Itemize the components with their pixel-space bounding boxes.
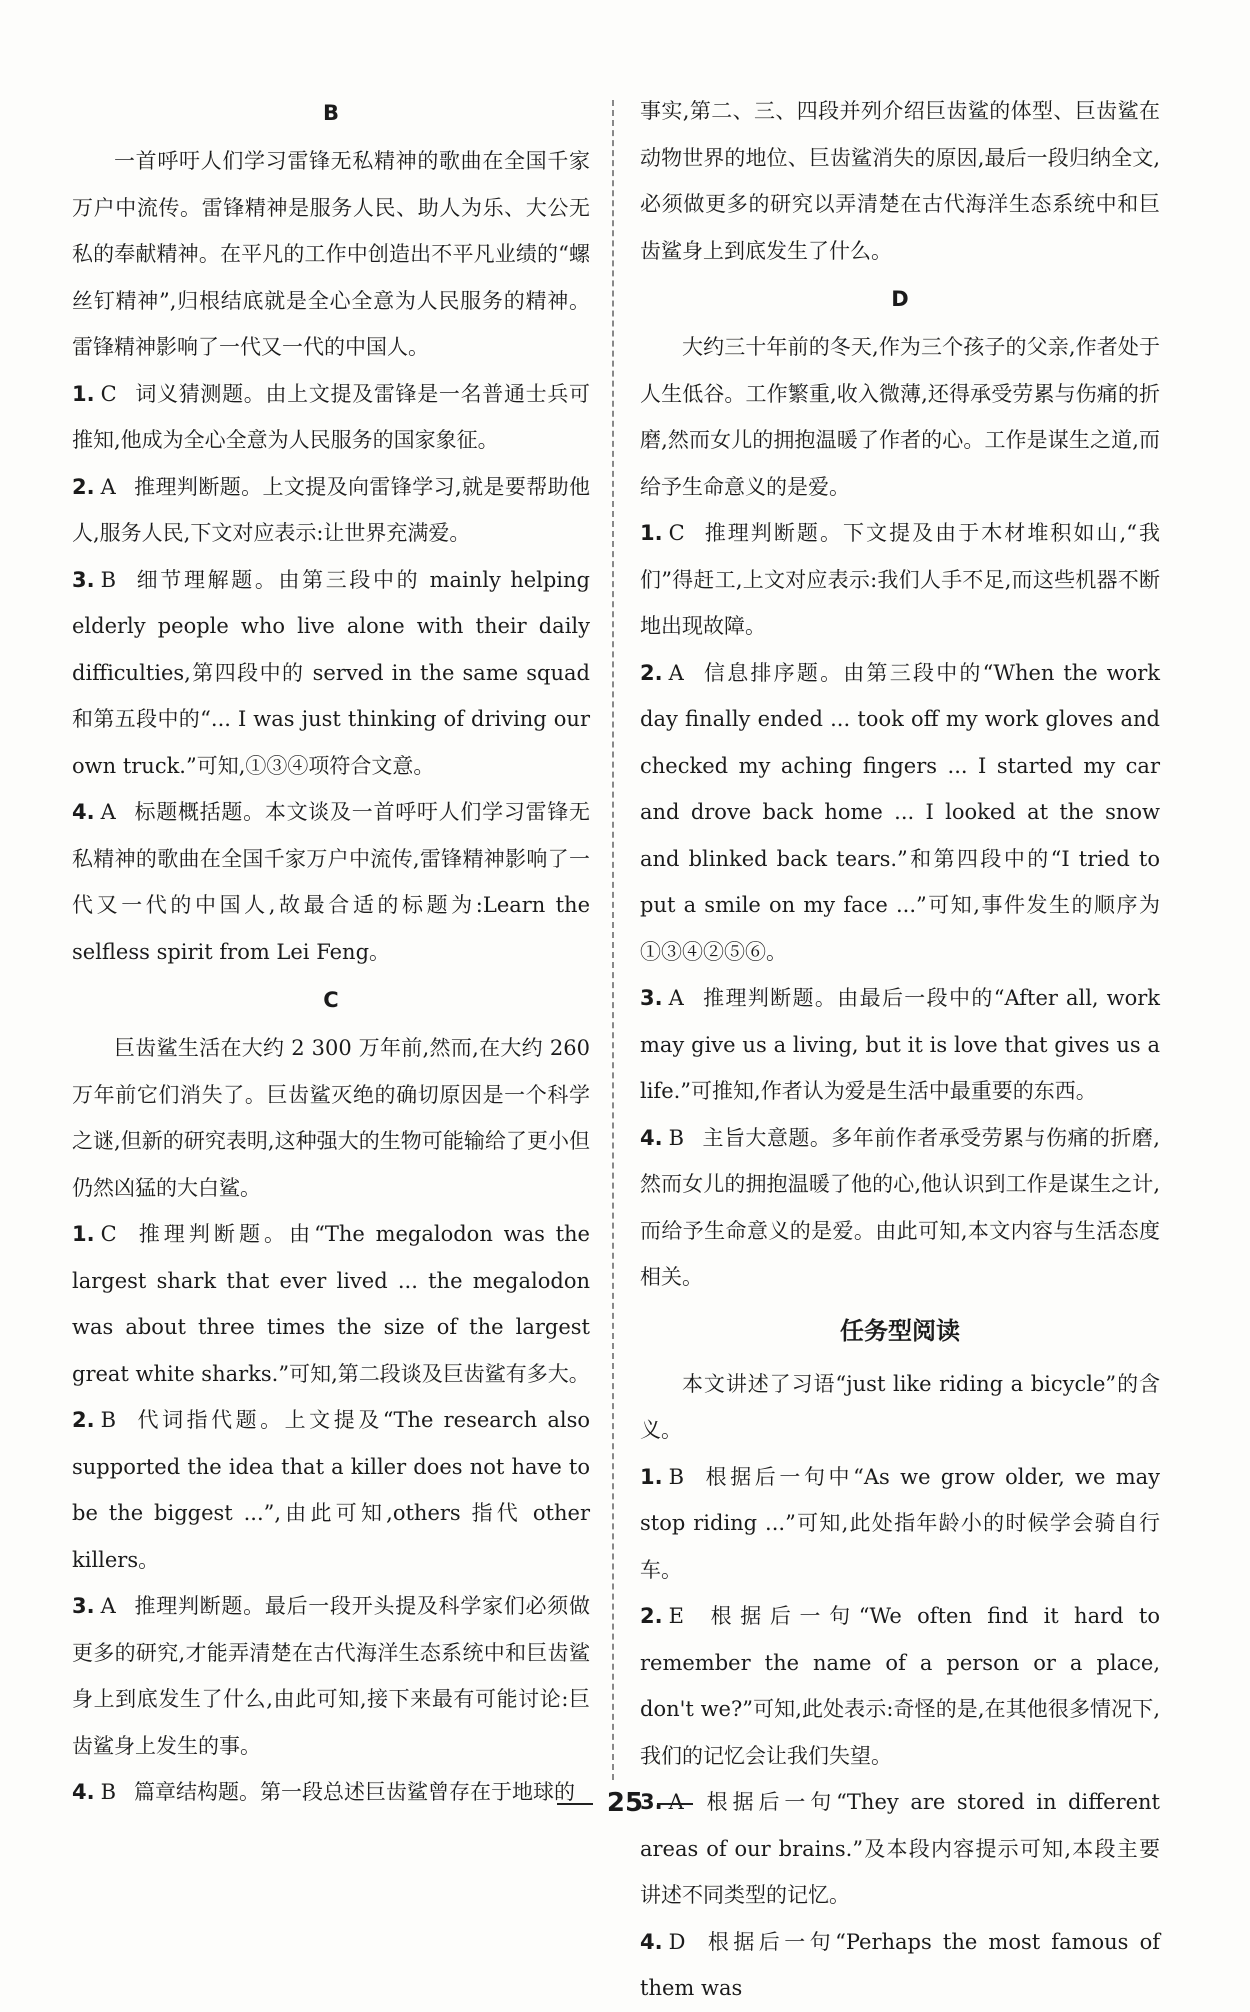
item-number: 4. (72, 800, 95, 824)
answer-explanation: 标题概括题。本文谈及一首呼吁人们学习雷锋无私精神的歌曲在全国千家万户中流传,雷锋精神影响了一代又一代的中国人,故最合适的标题为:Learn the selfless spirit from Lei Feng。 (72, 800, 590, 964)
answer-letter: E (668, 1604, 684, 1628)
answer-item (640, 1593, 1160, 1779)
answer-letter: B (100, 1780, 117, 1804)
item-number: 4. (640, 1125, 663, 1150)
answer-explanation: 细节理解题。由第三段中的 mainly helping elderly people who live alone with their daily difficulties,第四段中的 served in the same squad 和第五段中的“... I was just thinking of driving our own truck.”可知,①③④项符合文意。 (72, 567, 590, 778)
footer-dash (657, 1803, 693, 1805)
column-divider (612, 100, 614, 1780)
section-d-answers (640, 510, 1160, 1301)
item-number: 2. (640, 660, 663, 685)
item-number: 1. (640, 1464, 663, 1489)
answer-letter: C (100, 381, 117, 406)
answer-explanation: 推理判断题。下文提及由于木材堆积如山,“我们”得赶工,上文对应表示:我们人手不足,而这些机器不断地出现故障。 (640, 521, 1160, 638)
answer-explanation: 推理判断题。上文提及向雷锋学习,就是要帮助他人,服务人民,下文对应表示:让世界充满爱。 (72, 474, 590, 545)
answer-letter: A (100, 1594, 116, 1618)
item-number: 3. (72, 1594, 95, 1618)
answer-explanation: 根据后一句中“As we grow older, we may stop riding ...”可知,此处指年龄小的时候学会骑自行车。 (640, 1464, 1160, 1582)
answer-letter: A (100, 800, 116, 824)
answer-letter: A (668, 1790, 684, 1814)
answer-explanation: 推理判断题。由“The megalodon was the largest shark that ever lived ... the megalodon was about three times the size of the largest great white sharks.”可知,第二段谈及巨齿鲨有多大。 (72, 1222, 590, 1386)
answer-explanation: 根据后一句“They are stored in different areas of our brains.”及本段内容提示可知,本段主要讲述不同类型的记忆。 (640, 1790, 1160, 1907)
page-number: 25 (606, 1788, 644, 1818)
section-heading-b: B (322, 101, 339, 125)
section-c-summary: 巨齿鲨生活在大约 2 300 万年前,然而,在大约 260 万年前它们消失了。巨齿鲨灭绝的确切原因是一个科学之谜,但新的研究表明,这种强大的生物可能输给了更小但仍然凶猛的大白鲨。 (72, 1036, 590, 1200)
answer-explanation: 推理判断题。由最后一段中的“After all, work may give us a living, but it is love that gives us a life.”可推知,作者认为爱是生活中最重要的东西。 (640, 986, 1160, 1103)
left-column (72, 88, 590, 1816)
answer-letter: B (100, 1408, 117, 1432)
section-b-summary: 一首呼吁人们学习雷锋无私精神的歌曲在全国千家万户中流传。雷锋精神是服务人民、助人为乐、大公无私的奉献精神。在平凡的工作中创造出不平凡业绩的“螺丝钉精神”,归根结底就是全心全意为人民服务的精神。雷锋精神影响了一代又一代的中国人。 (72, 149, 590, 359)
item-number: 2. (72, 474, 95, 499)
answer-item (640, 975, 1160, 1115)
answer-explanation: 信息排序题。由第三段中的“When the work day finally ended ... took off my work gloves and checked my aching fingers ... I started my car and drove back home ... I looked at the snow and blinked back tears.”和第四段中的“I tried to put a smile on my face ...”可知,事件发生的顺序为①③④②⑤⑥。 (640, 660, 1160, 964)
item-number: 1. (72, 1222, 95, 1246)
item-number: 1. (640, 521, 663, 545)
answer-letter: D (668, 1929, 686, 1954)
answer-letter: B (668, 1125, 685, 1150)
answer-letter: B (668, 1464, 685, 1489)
task-reading-summary: 本文讲述了习语“just like riding a bicycle”的含义。 (640, 1371, 1160, 1442)
answer-explanation: 词义猜测题。由上文提及雷锋是一名普通士兵可推知,他成为全心全意为人民服务的国家象征。 (72, 381, 590, 452)
answer-item (72, 371, 590, 464)
section-heading-c: C (323, 988, 339, 1012)
item-number: 4. (72, 1780, 95, 1804)
item-number: 1. (72, 381, 95, 406)
answer-item (640, 510, 1160, 650)
answer-letter: C (668, 521, 685, 545)
answer-letter: A (668, 660, 684, 685)
answer-letter: C (100, 1222, 117, 1246)
answer-explanation: 篇章结构题。第一段总述巨齿鲨曾存在于地球的 (134, 1780, 576, 1804)
answer-item (640, 650, 1160, 976)
answer-item (640, 1919, 1160, 2012)
answer-item (640, 1454, 1160, 1594)
item-number: 3. (72, 567, 95, 592)
answer-item (72, 789, 590, 975)
item-number: 4. (640, 1929, 663, 1954)
answer-letter: A (668, 986, 684, 1010)
answer-letter: A (100, 474, 116, 499)
answer-item (640, 1115, 1160, 1301)
answer-item (72, 1397, 590, 1583)
section-c-continuation: 事实,第二、三、四段并列介绍巨齿鲨的体型、巨齿鲨在动物世界的地位、巨齿鲨消失的原因,最后一段归纳全文,必须做更多的研究以弄清楚在古代海洋生态系统中和巨齿鲨身上到底发生了什么。 (640, 99, 1160, 263)
answer-item (72, 1211, 590, 1397)
item-number: 2. (640, 1604, 663, 1628)
item-number: 3. (640, 986, 663, 1010)
answer-explanation: 代词指代题。上文提及“The research also supported the idea that a killer does not have to be the biggest ...”,由此可知,others 指代 other killers。 (72, 1408, 590, 1572)
section-heading-d: D (891, 287, 909, 311)
section-d-summary: 大约三十年前的冬天,作为三个孩子的父亲,作者处于人生低谷。工作繁重,收入微薄,还得承受劳累与伤痛的折磨,然而女儿的拥抱温暖了作者的心。工作是谋生之道,而给予生命意义的是爱。 (640, 335, 1160, 499)
footer-dash (557, 1803, 593, 1805)
item-number: 3. (640, 1790, 663, 1814)
right-column (640, 88, 1160, 2012)
answer-item (72, 464, 590, 557)
section-c-answers (72, 1211, 590, 1816)
item-number: 2. (72, 1408, 95, 1432)
task-reading-answers (640, 1454, 1160, 2012)
answer-item (72, 557, 590, 790)
answer-explanation: 根据后一句“Perhaps the most famous of them was (640, 1929, 1160, 2000)
answer-explanation: 推理判断题。最后一段开头提及科学家们必须做更多的研究,才能弄清楚在古代海洋生态系统中和巨齿鲨身上到底发生了什么,由此可知,接下来最有可能讨论:巨齿鲨身上发生的事。 (72, 1594, 590, 1758)
section-b-answers (72, 371, 590, 976)
task-reading-heading: 任务型阅读 (840, 1316, 960, 1345)
answer-explanation: 根据后一句“We often find it hard to remember the name of a person or a place, don't we?”可知,此处表示:奇怪的是,在其他很多情况下,我们的记忆会让我们失望。 (640, 1604, 1160, 1768)
page-footer (0, 1788, 1250, 1818)
answer-item (72, 1583, 590, 1769)
answer-explanation: 主旨大意题。多年前作者承受劳累与伤痛的折磨,然而女儿的拥抱温暖了他的心,他认识到工作是谋生之计,而给予生命意义的是爱。由此可知,本文内容与生活态度相关。 (640, 1125, 1160, 1289)
answer-letter: B (100, 567, 117, 592)
